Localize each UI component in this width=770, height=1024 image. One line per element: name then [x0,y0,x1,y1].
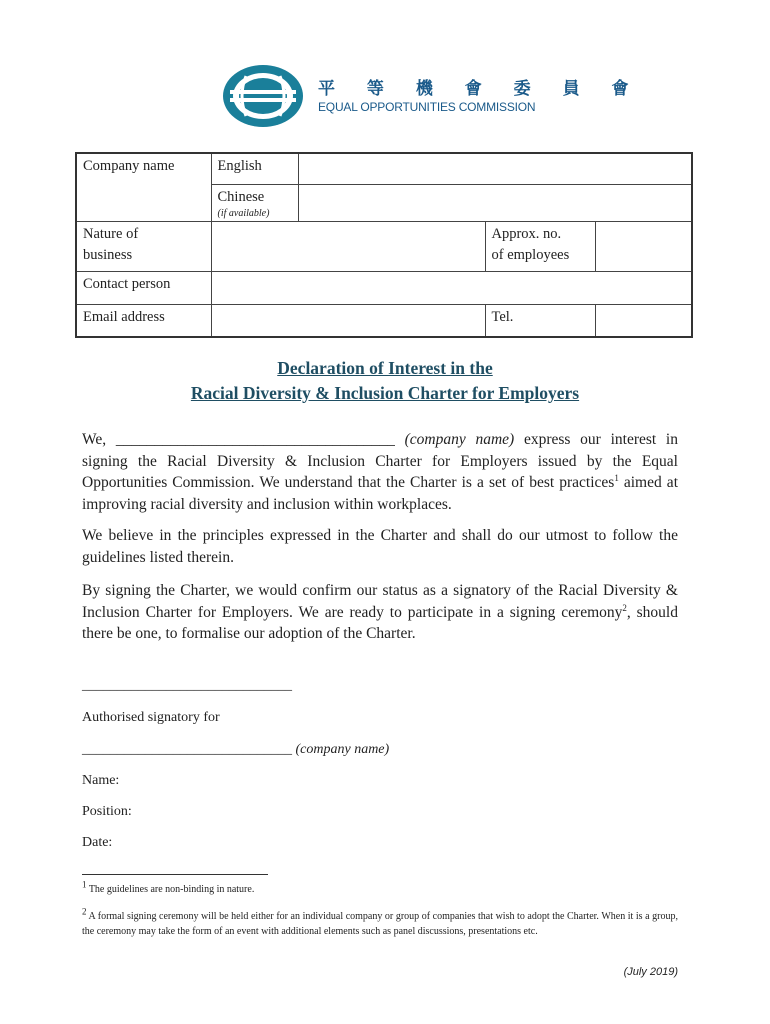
employees-label [485,221,595,271]
name-label: Name: [82,773,120,788]
signature-line[interactable]: ______________________________ [82,678,292,693]
english-label: English [211,153,298,184]
issue-date: (July 2019) [623,966,678,978]
of-employees-label: of employees [491,246,570,263]
contact-person-label: Contact person [76,271,211,304]
date-label: Date: [82,835,113,850]
email-address-label: Email address [76,304,211,337]
eoc-logo [222,64,642,130]
footnote-1 [82,879,678,897]
eoc-logo-icon [222,64,304,128]
position-label: Position: [82,804,132,819]
approx-no-label: Approx. no. [491,225,562,242]
company-name-chinese-field[interactable] [298,184,692,221]
email-address-field[interactable] [211,304,485,337]
business-label: business [83,246,133,263]
nature-of-label: Nature of [83,225,139,242]
p3-start: By signing the Charter, we would confirm our status as a signatory of the Racial Diversity & Inclusion Charter for Employers. We are ready to participate in a signing ceremony [82,582,678,621]
company-name-label: Company name [76,153,211,221]
company-info-table [75,152,693,338]
tel-field[interactable] [595,304,692,337]
footnote-ref-1: 1 [614,472,619,483]
footnote-2 [82,906,678,939]
employees-field[interactable] [595,221,692,271]
p1-mid: express our interest in signing the Racial Diversity & Inclusion Charter for Employers issued by the Equal Opportunities Commission. We understand that the Charter is a set of best practices [82,431,678,491]
company-name-english-field[interactable] [298,153,692,184]
footnote-1-text: The guidelines are non-binding in nature. [86,884,255,895]
nature-of-business-label [76,221,211,271]
org-name-chinese: 平 等 機 會 委 員 會 [318,79,642,99]
authorised-signatory-label: Authorised signatory for [82,710,220,725]
title-line-1: Declaration of Interest in the [277,358,493,378]
footnote-2-text: A formal signing ceremony will be held either for an individual company or group of companies that wish to adopt the Charter. When it is a group, the ceremony may take the form of an event with additional elements such as panel discussions, presentations etc. [82,911,678,937]
p1-end: aimed at improving racial diversity and inclusion within workplaces. [82,474,678,513]
footnote-1-number: 1 [82,879,87,890]
contact-person-field[interactable] [211,271,692,304]
footnote-ref-2: 2 [622,602,627,613]
p1-start: We, ____________________________________ [82,431,405,448]
paragraph-1 [82,429,678,515]
signatory-company-line [82,742,389,758]
tel-label: Tel. [485,304,595,337]
footnote-divider [82,874,268,875]
paragraph-3 [82,580,678,645]
org-name-english: EQUAL OPPORTUNITIES COMMISSION [318,100,536,114]
chinese-label-cell [211,184,298,221]
nature-of-business-field[interactable] [211,221,485,271]
p1-company-name-hint: (company name) [404,431,515,448]
company-line[interactable]: ______________________________ [82,742,296,757]
p3-end: , should there be one, to formalise our adoption of the Charter. [82,603,678,642]
company-name-hint: (company name) [295,742,390,757]
if-available-note: (if available) [217,207,270,219]
chinese-label: Chinese [217,188,265,205]
footnote-2-number: 2 [82,906,87,917]
paragraph-2: We believe in the principles expressed in the Charter and shall do our utmost to follow the guidelines listed therein. [82,527,678,566]
title-line-2: Racial Diversity & Inclusion Charter for Employers [190,383,580,403]
